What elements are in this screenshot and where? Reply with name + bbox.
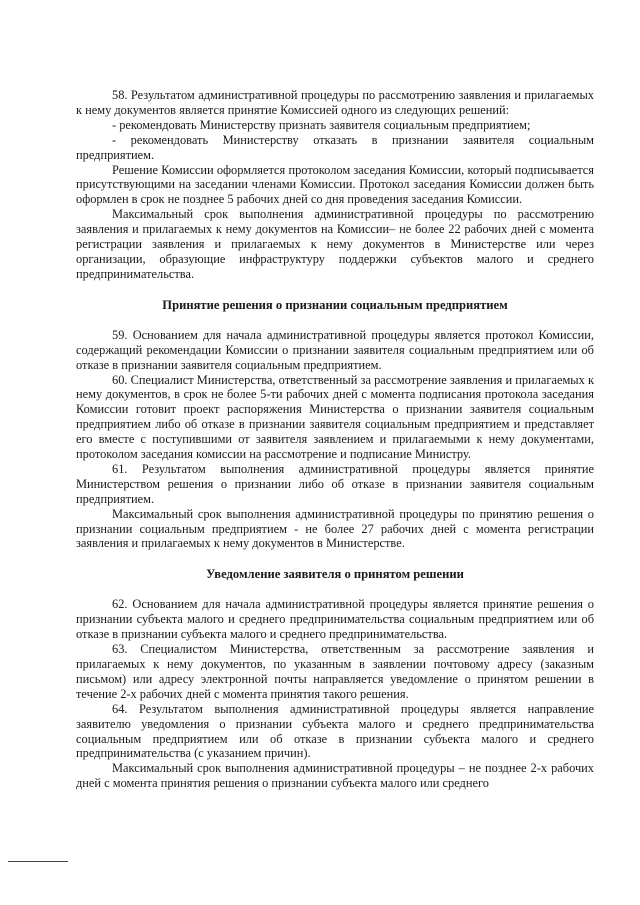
section-2 [76,328,594,552]
paragraph-64: 64. Результатом выполнения административной процедуры является направление заявителю уведомления о признании субъекта малого и среднего предпринимательства социальным предприятием или об отказе в признании субъекта малого и среднего предпринимательства (с указанием причин). [76,701,594,761]
section-3 [76,597,594,791]
paragraph-max-term-commission: Максимальный срок выполнения административной процедуры по рассмотрению заявления и прилагаемых к нему документов на Комиссии– не более 22 рабочих дней с момента регистрации заявления и прилагаемых к нему документов в Министерстве или через организации, образующие инфраструктуру поддержки субъектов малого и среднего предпринимательства. [76,207,594,281]
section-heading-decision: Принятие решения о признании социальным предприятием [162,297,508,312]
list-item-recommend-recognize: - рекомендовать Министерству признать заявителя социальным предприятием; [112,117,531,132]
paragraph-63: 63. Специалистом Министерства, ответственным за рассмотрение заявления и прилагаемых к нему документов, по указанным в заявлении почтовому адресу (заказным письмом) или адресу электронной почты направляется уведомление о принятом решении в течение 2-х рабочих дней с момента принятия такого решения. [76,642,594,701]
section-1 [76,88,594,282]
paragraph-62: 62. Основанием для начала административной процедуры является принятие решения о признании субъекта малого и среднего предпринимательства социальным предприятием или об отказе в признании субъекта малого и среднего предпринимательства. [76,597,594,642]
section-heading-notification: Уведомление заявителя о принятом решении [206,567,464,582]
paragraph-max-term-notification: Максимальный срок выполнения административной процедуры – не позднее 2-х рабочих дней с момента принятия решения о признании субъекта малого или среднего [76,761,594,791]
paragraph-61: 61. Результатом выполнения административной процедуры является принятие Министерством решения о признании либо об отказе в признании заявителя социальным предприятием. [76,461,594,506]
list-item-recommend-refuse: - рекомендовать Министерству отказать в признании заявителя социальным предприятием. [76,132,594,162]
paragraph-59: 59. Основанием для начала административной процедуры является протокол Комиссии, содержащий рекомендации Комиссии о признании заявителя социальным предприятием или об отказе в признании заявителя социальным предприятием. [76,327,594,372]
footer-divider [8,861,68,862]
paragraph-max-term-decision: Максимальный срок выполнения административной процедуры по принятию решения о признании социальным предприятием - не более 27 рабочих дней с момента регистрации заявления и прилагаемых к нему документов в Министерстве. [76,506,594,551]
paragraph-58: 58. Результатом административной процедуры по рассмотрению заявления и прилагаемых к нему документов является принятие Комиссией одного из следующих решений: [76,88,594,117]
paragraph-60: 60. Специалист Министерства, ответственный за рассмотрение заявления и прилагаемых к нему документов, в срок не более 5-ти рабочих дней с момента подписания протокола заседания Комиссии готовит проект распоряжения Министерства о признании заявителя социальным предприятием либо об отказе в признании заявителя социальным предприятием и представляет его вместе с поступившими от заявителя заявлением и прилагаемыми к нему документами, протоколом заседания комиссии на рассмотрение и подписание Министру. [76,372,594,462]
document-page [76,88,594,791]
paragraph-commission-decision: Решение Комиссии оформляется протоколом заседания Комиссии, который подписывается присутствующими на заседании членами Комиссии. Протокол заседания Комиссии должен быть оформлен в срок не позднее 5 рабочих дней со дня проведения заседания Комиссии. [76,162,594,207]
